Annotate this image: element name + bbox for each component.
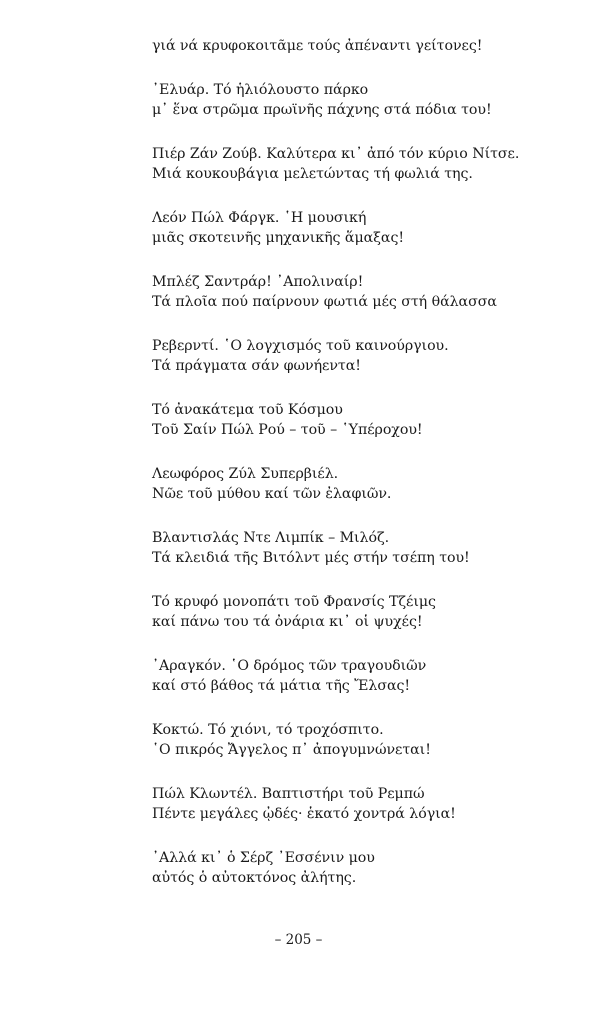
poem-line: Κοκτώ. Τό χιόνι, τό τροχόσπιτο. — [152, 722, 384, 738]
stanza — [152, 272, 582, 312]
poem-line: Λεωφόρος Ζύλ Συπερβιέλ. — [152, 466, 339, 482]
poem-line: ᾿Αλλά κι᾿ ὁ Σέρζ ᾿Εσσένιν μου — [152, 850, 375, 866]
poem-line: ᾿Ελυάρ. Τό ἡλιόλουστο πάρκο — [152, 82, 369, 98]
poem-line: καί στό βάθος τά μάτια τῆς Ἔλσας! — [152, 678, 411, 694]
page-number: – 205 – — [274, 932, 323, 948]
poem-line: Πιέρ Ζάν Ζούβ. Καλύτερα κι᾿ ἀπό τόν κύριο Νίτσε. — [152, 146, 520, 162]
poem-text — [152, 36, 582, 912]
poem-line: Νῶε τοῦ μύθου καί τῶν ἐλαφιῶν. — [152, 486, 392, 502]
stanza — [152, 144, 582, 184]
poem-line: Μπλέζ Σαντράρ! ᾿Απολιναίρ! — [152, 274, 364, 290]
poem-line: Τό κρυφό μονοπάτι τοῦ Φρανσίς Τζέιμς — [152, 594, 436, 610]
poem-line: Λεόν Πώλ Φάργκ. ῾Η μουσική — [152, 210, 367, 226]
stanza — [152, 464, 582, 504]
poem-line: Μιά κουκουβάγια μελετώντας τή φωλιά της. — [152, 166, 473, 182]
poem-line: αὐτός ὁ αὐτοκτόνος ἀλήτης. — [152, 870, 357, 886]
stanza — [152, 208, 582, 248]
stanza — [152, 80, 582, 120]
stanza — [152, 848, 582, 888]
stanza — [152, 528, 582, 568]
poem-line: Βλαντισλάς Ντε Λιμπίκ – Μιλόζ. — [152, 530, 390, 546]
poem-line: ῾Ο πικρός Ἄγγελος π᾿ ἀπογυμνώνεται! — [152, 742, 431, 758]
poem-line: Τά κλειδιά τῆς Βιτόλντ μές στήν τσέπη του! — [152, 550, 470, 566]
poem-line: ᾿Αραγκόν. ῾Ο δρόμος τῶν τραγουδιῶν — [152, 658, 427, 674]
poem-line: Τοῦ Σαίν Πώλ Ρού – τοῦ – ῾Υπέροχου! — [152, 422, 423, 438]
poem-line: μιᾶς σκοτεινῆς μηχανικῆς ἅμαξας! — [152, 230, 404, 246]
poem-line: Τό ἀνακάτεμα τοῦ Κόσμου — [152, 402, 343, 418]
stanza — [152, 720, 582, 760]
stanza — [152, 400, 582, 440]
poem-line: Πέντε μεγάλες ᾠδές· ἑκατό χοντρά λόγια! — [152, 806, 456, 822]
stanza — [152, 784, 582, 824]
stanza — [152, 336, 582, 376]
poem-line: Ρεβερντί. ῾Ο λογχισμός τοῦ καινούργιου. — [152, 338, 449, 354]
poem-line: Τά πλοῖα πού παίρνουν φωτιά μές στή θάλασσα — [152, 294, 497, 310]
poem-line: καί πάνω του τά ὀνάρια κι᾿ οἱ ψυχές! — [152, 614, 423, 630]
poem-opening — [152, 36, 582, 56]
poem-line: Τά πράγματα σάν φωνήεντα! — [152, 358, 361, 374]
poem-line: γιά νά κρυφοκοιτᾶμε τούς ἀπέναντι γείτονες! — [152, 38, 483, 54]
poem-line: Πώλ Κλωντέλ. Βαπτιστήρι τοῦ Ρεμπώ — [152, 786, 425, 802]
stanza — [152, 592, 582, 632]
stanza — [152, 656, 582, 696]
poem-line: μ᾿ ἕνα στρῶμα πρωϊνῆς πάχνης στά πόδια του! — [152, 102, 492, 118]
